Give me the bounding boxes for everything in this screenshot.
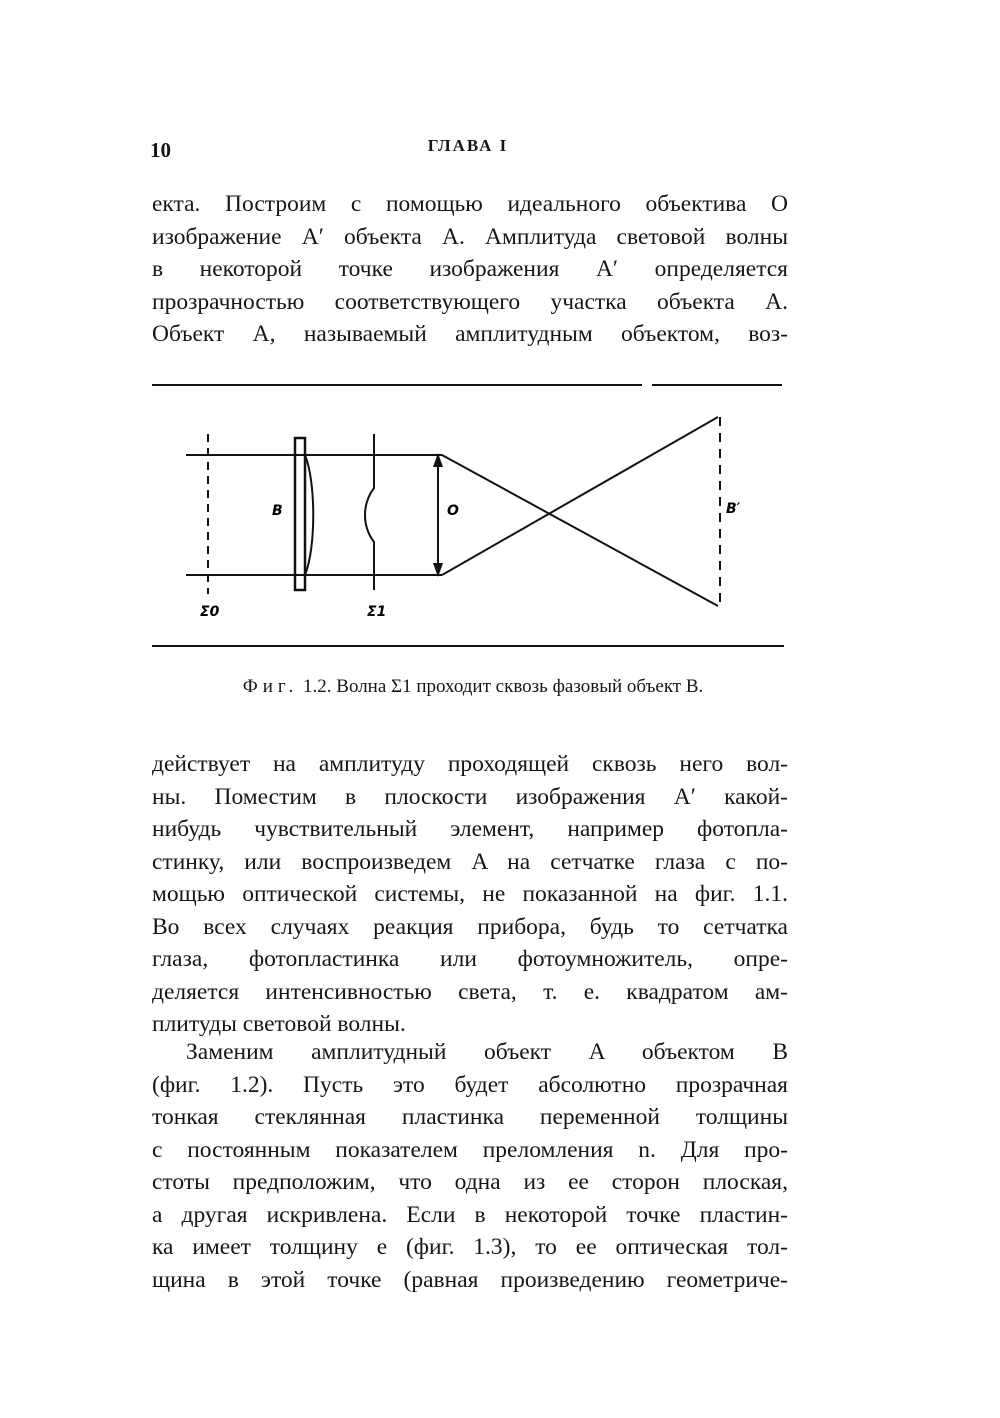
text-line: мощью оптической системы, не показанной на фиг. 1.1.: [152, 881, 788, 907]
label-o: O: [447, 503, 459, 519]
caption-prefix: Фиг.: [242, 676, 299, 697]
text-line: деляется интенсивностью света, т. е. квадратом ам-: [152, 978, 788, 1005]
text-line: с постоянным показателем преломления n. Для про-: [152, 1136, 788, 1163]
text-line: ка имеет толщину e (фиг. 1.3), то ее оптическая тол-: [152, 1234, 788, 1260]
paragraph-3: [152, 1036, 788, 1296]
text-line: щина в этой точке (равная произведению геометриче-: [152, 1266, 788, 1293]
phase-plate-b: [295, 438, 305, 590]
caption-text: Волна Σ1 проходит сквозь фазовый объект B.: [336, 676, 704, 697]
text-line: стоты предположим, что одна из ее сторон плоская,: [152, 1169, 788, 1195]
text-line: действует на амплитуду проходящей сквозь него вол-: [152, 751, 788, 777]
text-line: плитуды световой волны.: [152, 1011, 406, 1037]
text-line: нибудь чувствительный элемент, например фотопла-: [152, 816, 788, 842]
optical-diagram: [150, 372, 790, 662]
text-line: (фиг. 1.2). Пусть это будет абсолютно прозрачная: [152, 1071, 788, 1098]
text-line: Во всех случаях реакция прибора, будь то сетчатка: [152, 913, 788, 940]
ray-1: [442, 455, 718, 606]
ray-2: [442, 417, 718, 575]
label-sigma-1: Σ1: [367, 604, 387, 620]
text-line: изображение A′ объекта A. Амплитуда световой волны: [152, 223, 788, 250]
label-sigma-0: Σ0: [200, 604, 220, 620]
page-number: 10: [150, 138, 171, 162]
text-line: Объект A, называемый амплитудным объектом, воз-: [152, 321, 788, 347]
text-line: Заменим амплитудный объект A объектом B: [186, 1039, 788, 1065]
figure-caption: [0, 676, 946, 698]
text-line: екта. Построим с помощью идеального объектива O: [152, 191, 788, 217]
label-b: B: [272, 503, 283, 519]
caption-number: 1.2.: [303, 676, 332, 697]
text-line: тонкая стеклянная пластинка переменной толщины: [152, 1104, 788, 1130]
paragraph-1: [152, 188, 788, 351]
text-line: глаза, фотопластинка или фотоумножитель, опре-: [152, 946, 788, 972]
running-head: ГЛАВА I: [427, 136, 509, 155]
text-line: а другая искривлена. Если в некоторой точке пластин-: [152, 1201, 788, 1228]
label-b-prime: B′: [726, 501, 741, 517]
text-line: ны. Поместим в плоскости изображения A′ какой-: [152, 783, 788, 810]
paragraph-2: [152, 748, 788, 1041]
text-line: в некоторой точке изображения A′ определяется: [152, 256, 788, 282]
sigma-1-wavefront: [365, 434, 374, 590]
text-line: стинку, или воспроизведем A на сетчатке глаза с по-: [152, 848, 788, 875]
figure-1-2: [150, 372, 790, 662]
text-line: прозрачностью соответствующего участка объекта A.: [152, 288, 788, 315]
